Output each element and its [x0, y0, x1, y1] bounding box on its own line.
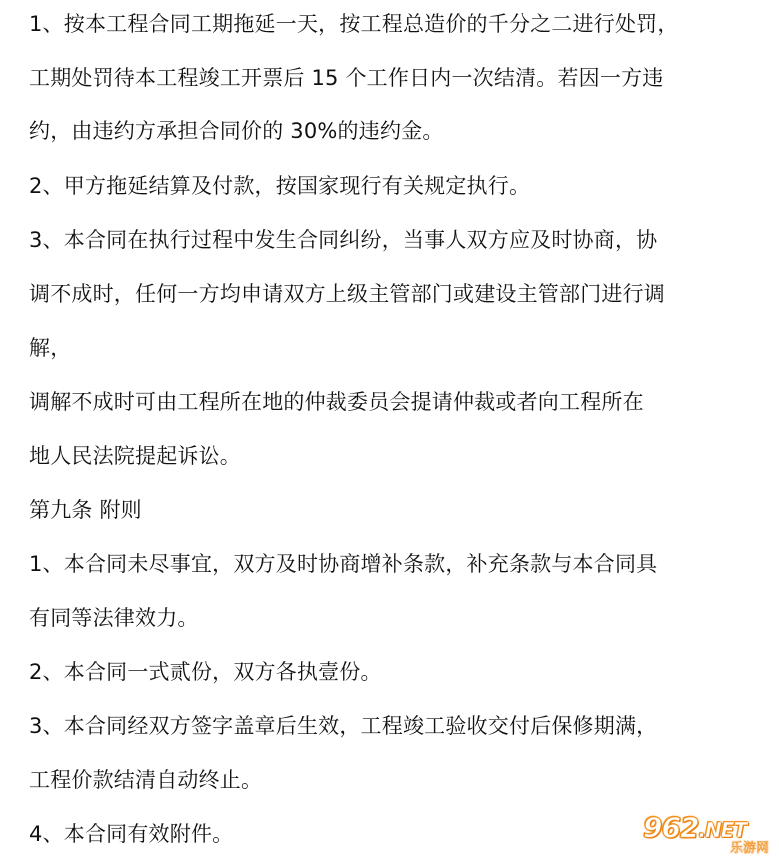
text-line: 1、按本工程合同工期拖延一天，按工程总造价的千分之二进行处罚，	[29, 12, 679, 36]
text-line: 1、本合同未尽事宜，双方及时协商增补条款，补充条款与本合同具	[29, 552, 658, 576]
watermark-brand-number: 962	[643, 811, 699, 844]
text-line: 3、本合同经双方签字盖章后生效，工程竣工验收交付后保修期满，	[29, 714, 658, 738]
text-line: 3、本合同在执行过程中发生合同纠纷，当事人双方应及时协商，协	[29, 228, 658, 252]
text-line: 2、甲方拖延结算及付款，按国家现行有关规定执行。	[29, 174, 531, 198]
text-line: 地人民法院提起诉讼。	[29, 444, 241, 468]
text-line: 约，由违约方承担合同价的 30%的违约金。	[29, 119, 444, 143]
text-line: 有同等法律效力。	[29, 606, 199, 630]
watermark-caption: 乐游网	[729, 841, 769, 856]
text-line: 解，	[29, 336, 72, 360]
section-heading: 第九条 附则	[29, 498, 142, 522]
text-line: 工期处罚待本工程竣工开票后 15 个工作日内一次结清。若因一方违	[29, 66, 664, 90]
text-line: 4、本合同有效附件。	[29, 822, 234, 846]
text-line: 2、本合同一式贰份，双方各执壹份。	[29, 660, 382, 684]
site-watermark-logo	[643, 813, 771, 857]
text-line: 工程价款结清自动终止。	[29, 768, 263, 792]
watermark-brand-suffix: .NET	[698, 818, 747, 842]
text-line: 调不成时，任何一方均申请双方上级主管部门或建设主管部门进行调	[29, 282, 665, 306]
text-line: 调解不成时可由工程所在地的仲裁委员会提请仲裁或者向工程所在	[29, 390, 644, 414]
